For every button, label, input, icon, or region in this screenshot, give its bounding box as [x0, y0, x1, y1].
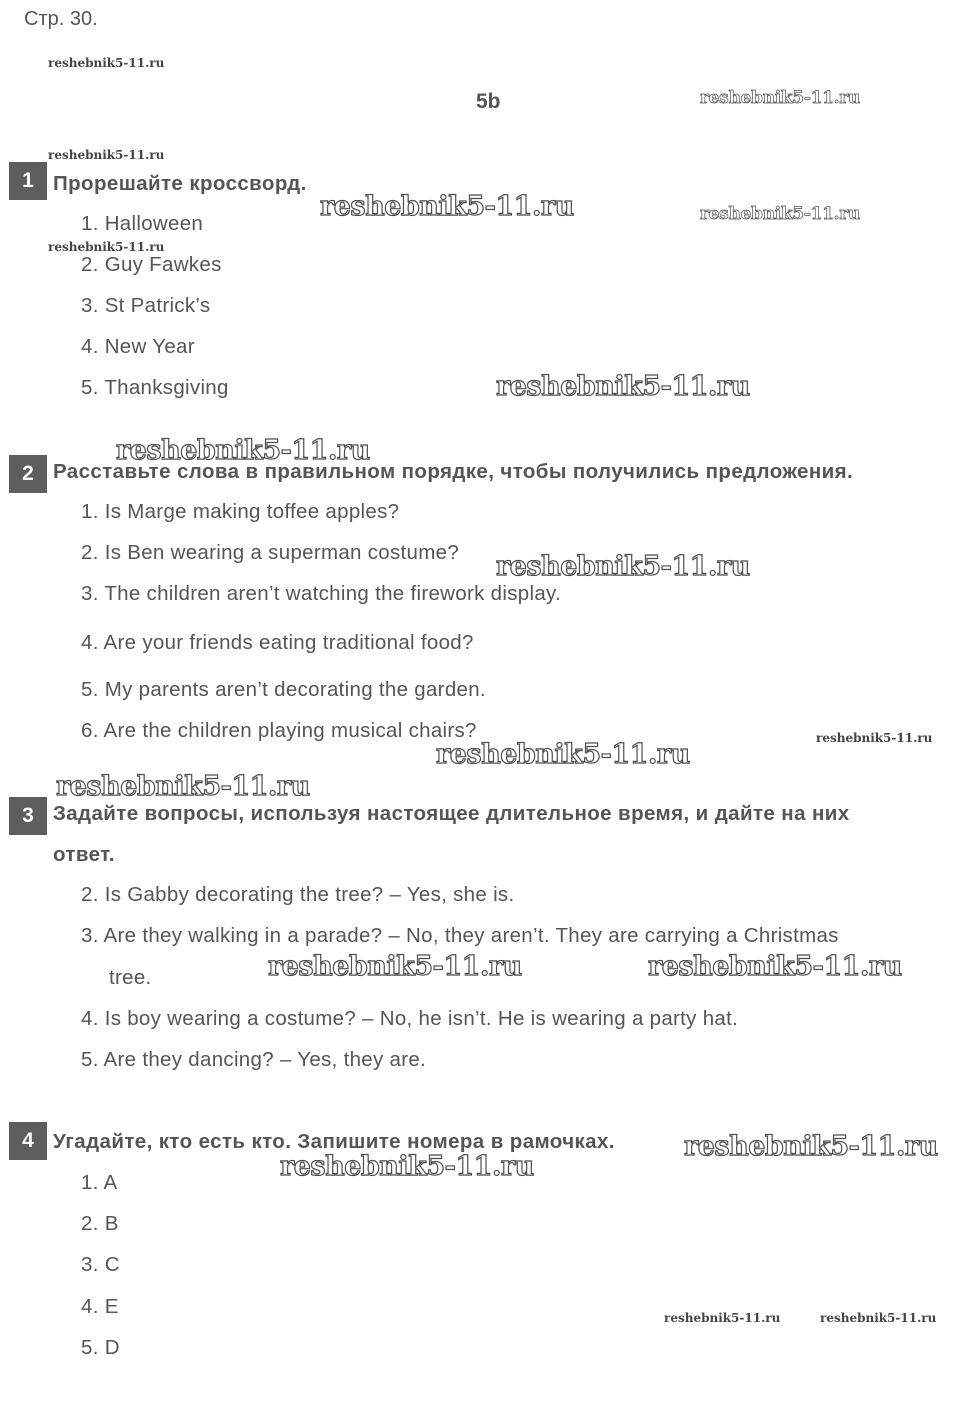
watermark: reshebnik5-11.ru — [820, 1311, 937, 1325]
watermark: reshebnik5-11.ru — [664, 1311, 781, 1325]
task-1-item: 4. New Year — [81, 335, 195, 358]
task-1-item: 3. St Patrick’s — [81, 294, 211, 317]
watermark: reshebnik5-11.ru — [268, 951, 522, 982]
watermark: reshebnik5-11.ru — [48, 148, 165, 162]
task-1-title: Прорешайте кроссворд. — [53, 172, 307, 195]
task-2-item: 2. Is Ben wearing a superman costume? — [81, 541, 460, 564]
task-2-item: 6. Are the children playing musical chairs? — [81, 719, 477, 742]
page-label: Стр. 30. — [24, 8, 98, 30]
task-2-item: 5. My parents aren’t decorating the garden. — [81, 678, 486, 701]
watermark: reshebnik5-11.ru — [684, 1131, 938, 1162]
watermark: reshebnik5-11.ru — [496, 371, 750, 402]
watermark: reshebnik5-11.ru — [48, 56, 165, 70]
task-3-item: 2. Is Gabby decorating the tree? – Yes, she is. — [81, 883, 515, 906]
task-3-item: 4. Is boy wearing a costume? – No, he isn’t. He is wearing a party hat. — [81, 1007, 739, 1030]
task-2-item: 3. The children aren’t watching the firework display. — [81, 582, 562, 605]
task-3-item: 5. Are they dancing? – Yes, they are. — [81, 1048, 427, 1071]
task-1-item: 1. Halloween — [81, 212, 204, 235]
task-4-item: 1. A — [81, 1171, 118, 1194]
task-4-item: 3. C — [81, 1253, 120, 1276]
watermark: reshebnik5-11.ru — [280, 1151, 534, 1182]
task-4-item: 4. E — [81, 1295, 119, 1318]
watermark: reshebnik5-11.ru — [56, 771, 310, 802]
task-4-item: 2. B — [81, 1212, 119, 1235]
watermark: reshebnik5-11.ru — [320, 191, 574, 222]
task-3-item-continued: tree. — [109, 966, 152, 989]
task-2-title: Расставьте слова в правильном порядке, чтобы получились предложения. — [53, 460, 854, 483]
watermark: reshebnik5-11.ru — [116, 435, 370, 466]
task-3-item: 3. Are they walking in a parade? – No, they aren’t. They are carrying a Christmas — [81, 924, 839, 947]
task-2-number-badge: 2 — [9, 455, 47, 493]
watermark: reshebnik5-11.ru — [436, 739, 690, 770]
task-2-item: 1. Is Marge making toffee apples? — [81, 500, 400, 523]
task-3-title: Задайте вопросы, используя настоящее длительное время, и дайте на них — [53, 802, 850, 825]
task-2-item: 4. Are your friends eating traditional food? — [81, 631, 474, 654]
task-1-number-badge: 1 — [9, 162, 47, 200]
task-4-title: Угадайте, кто есть кто. Запишите номера в рамочках. — [53, 1130, 615, 1153]
task-4-item: 5. D — [81, 1336, 120, 1359]
watermark: reshebnik5-11.ru — [496, 551, 750, 582]
section-code: 5b — [476, 90, 501, 113]
watermark: reshebnik5-11.ru — [48, 240, 165, 254]
task-3-number-badge: 3 — [9, 797, 47, 835]
task-4-number-badge: 4 — [9, 1122, 47, 1160]
watermark: reshebnik5-11.ru — [700, 204, 860, 224]
task-1-item: 2. Guy Fawkes — [81, 253, 222, 276]
watermark: reshebnik5-11.ru — [700, 88, 860, 108]
task-3-title-continued: ответ. — [53, 843, 115, 866]
watermark: reshebnik5-11.ru — [816, 731, 933, 745]
watermark: reshebnik5-11.ru — [648, 951, 902, 982]
task-1-item: 5. Thanksgiving — [81, 376, 229, 399]
